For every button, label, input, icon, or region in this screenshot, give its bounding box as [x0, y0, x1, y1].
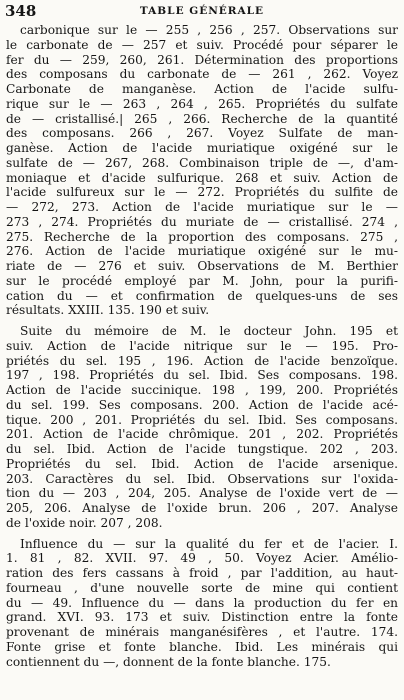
index-line: Influence du — sur la qualité du fer et de l'acier. I. — [20, 536, 398, 551]
index-line: Action de l'acide succinique. 198 , 199, 200. Propriétés — [6, 383, 398, 397]
index-line: ganèse. Action de l'acide muriatique oxigéné sur le — [6, 141, 398, 155]
index-line: tion du — 203 , 204, 205. Analyse de l'oxide vert de — — [6, 486, 398, 501]
index-line: fer du — 259, 260, 261. Détermination des proportions — [6, 52, 398, 67]
index-line: — 272, 273. Action de l'acide muriatique sur le — — [6, 200, 398, 214]
index-line: provenant de minérais manganésifères , et l'autre. 174. — [6, 625, 398, 639]
index-line: 275. Recherche de la proportion des composans. 275 , — [6, 229, 398, 244]
index-line: l'acide sulfureux sur le — 272. Propriétés du sulfite de — [6, 185, 398, 200]
index-line: de l'oxide noir. 207 , 208. — [6, 515, 163, 530]
index-line: sulfate de — 267, 268. Combinaison triple de —, d'am- — [6, 155, 398, 170]
page-header — [0, 0, 404, 22]
index-line: carbonique sur le — 255 , 256 , 257. Observations sur — [20, 23, 398, 37]
index-line: moniaque et d'acide sulfurique. 268 et suiv. Action de — [6, 170, 398, 185]
index-line: suiv. Action de l'acide nitrique sur le — 195. Pro- — [6, 338, 398, 353]
index-line: riate de — 276 et suiv. Observations de M. Berthier — [6, 259, 398, 273]
index-line: du sel. Ibid. Action de l'acide tungstique. 202 , 203. — [6, 442, 398, 456]
index-line: 273 , 274. Propriétés du muriate de — cristallisé. 274 , — [6, 214, 398, 229]
index-line: le carbonate de — 257 et suiv. Procédé pour séparer le — [6, 37, 398, 52]
index-paragraph — [6, 23, 398, 318]
index-line: ration des fers cassans à froid , par l'addition, au haut- — [6, 566, 398, 580]
index-line: fourneau , d'une nouvelle sorte de mine qui contient — [6, 580, 398, 595]
index-line: grand. XVI. 93. 173 et suiv. Distinction entre la fonte — [6, 610, 398, 625]
index-line: 203. Caractères du sel. Ibid. Observations sur l'oxida- — [6, 471, 398, 486]
index-line: 276. Action de l'acide muriatique oxigéné sur le mu- — [6, 244, 398, 259]
index-line: sur le procédé employé par M. John, pour la purifi- — [6, 273, 398, 288]
index-paragraph — [6, 324, 398, 531]
index-line: des composans. 266 , 267. Voyez Sulfate de man- — [6, 126, 398, 141]
index-line: résultats. XXIII. 135. 190 et suiv. — [6, 303, 210, 318]
index-line: 1. 81 , 82. XVII. 97. 49 , 50. Voyez Acier. Amélio- — [6, 551, 398, 566]
index-line: cation du — et confirmation de quelques-uns de ses — [6, 288, 398, 303]
page-number: 348 — [5, 2, 37, 20]
index-line: 201. Action de l'acide chrômique. 201 , 202. Propriétés — [6, 427, 398, 442]
running-head: TABLE GÉNÉRALE — [139, 5, 265, 17]
index-line: de — cristallisé.| 265 , 266. Recherche de la quantité — [6, 111, 398, 126]
index-body — [6, 23, 398, 669]
index-line: Suite du mémoire de M. le docteur John. 195 et — [20, 324, 398, 338]
index-paragraph — [6, 537, 398, 670]
index-line: du — 49. Influence du — dans la production du fer en — [6, 595, 398, 610]
index-line: Fonte grise et fonte blanche. Ibid. Les minérais qui — [6, 639, 398, 654]
index-line: Propriétés du sel. Ibid. Action de l'acide arsenique. — [6, 456, 398, 471]
index-line: des composans du carbonate de — 261 , 262. Voyez — [6, 67, 398, 82]
index-line: rique sur le — 263 , 264 , 265. Propriétés du sulfate — [6, 96, 398, 111]
index-line: contiennent du —, donnent de la fonte blanche. 175. — [6, 654, 331, 669]
index-line: 205, 206. Analyse de l'oxide brun. 206 , 207. Analyse — [6, 501, 398, 515]
index-line: du sel. 199. Ses composans. 200. Action de l'acide acé- — [6, 397, 398, 412]
index-line: priétés du sel. 195 , 196. Action de l'acide benzoïque. — [6, 353, 398, 368]
index-line: 197 , 198. Propriétés du sel. Ibid. Ses composans. 198. — [6, 368, 398, 383]
index-line: Carbonate de manganèse. Action de l'acide sulfu- — [6, 82, 398, 96]
index-line: tique. 200 , 201. Propriétés du sel. Ibid. Ses composans. — [6, 412, 398, 427]
